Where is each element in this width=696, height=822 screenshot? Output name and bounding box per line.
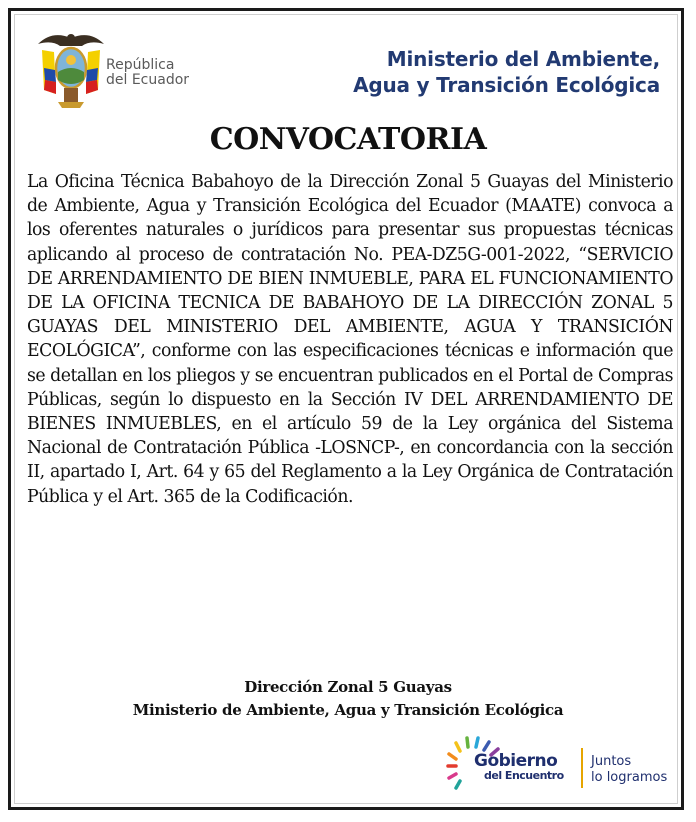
ministry-line-1: Ministerio del Ambiente, bbox=[386, 47, 660, 71]
republic-line-1: República bbox=[106, 57, 175, 73]
slogan bbox=[591, 754, 667, 786]
footer-divider bbox=[581, 748, 583, 788]
gobierno-wordmark bbox=[474, 752, 564, 782]
signature-block bbox=[0, 676, 696, 722]
slogan-line-1: Juntos bbox=[591, 754, 632, 769]
signature-line-1: Dirección Zonal 5 Guayas bbox=[244, 678, 452, 696]
ministry-line-2: Agua y Transición Ecológica bbox=[353, 73, 660, 97]
announcement-body: La Oficina Técnica Babahoyo de la Dirección Zonal 5 Guayas del Ministerio de Ambiente, Agua y Transición Ecológica del Ecuador (MAATE) convoca a los oferentes naturales o jurídicos para presentar sus propuestas técnicas aplicando al proceso de contratación No. PEA-DZ5G-001-2022, “SERVICIO DE ARRENDAMIENTO DE BIEN INMUEBLE, PARA EL FUNCIONAMIENTO DE LA OFICINA TECNICA DE BABAHOYO DE LA DIRECCIÓN ZONAL 5 GUAYAS DEL MINISTERIO DEL AMBIENTE, AGUA Y TRANSICIÓN ECOLÓGICA”, conforme con las especificaciones técnicas e información que se detallan en los pliegos y se encuentran publicados en el Portal de Compras Públicas, según lo dispuesto en la Sección IV DEL ARRENDAMIENTO DE BIENES INMUEBLES, en el artículo 59 de la Ley orgánica del Sistema Nacional de Contratación Pública -LOSNCP-, en concordancia con la sección II, apartado I, Art. 64 y 65 del Reglamento a la Ley Orgánica de Contratación Pública y el Art. 365 de la Codificación. bbox=[27, 172, 673, 507]
republic-name bbox=[106, 58, 189, 88]
del-encuentro-text: del Encuentro bbox=[484, 769, 564, 782]
header bbox=[0, 0, 696, 120]
gobierno-text: Gobierno bbox=[474, 751, 558, 771]
ministry-name bbox=[300, 46, 660, 98]
coat-of-arms-icon bbox=[34, 28, 108, 110]
page-title: CONVOCATORIA bbox=[209, 122, 487, 157]
signature-line-2: Ministerio de Ambiente, Agua y Transición Ecológica bbox=[132, 701, 564, 719]
republic-line-2: del Ecuador bbox=[106, 72, 190, 88]
slogan-line-2: lo logramos bbox=[591, 770, 668, 785]
